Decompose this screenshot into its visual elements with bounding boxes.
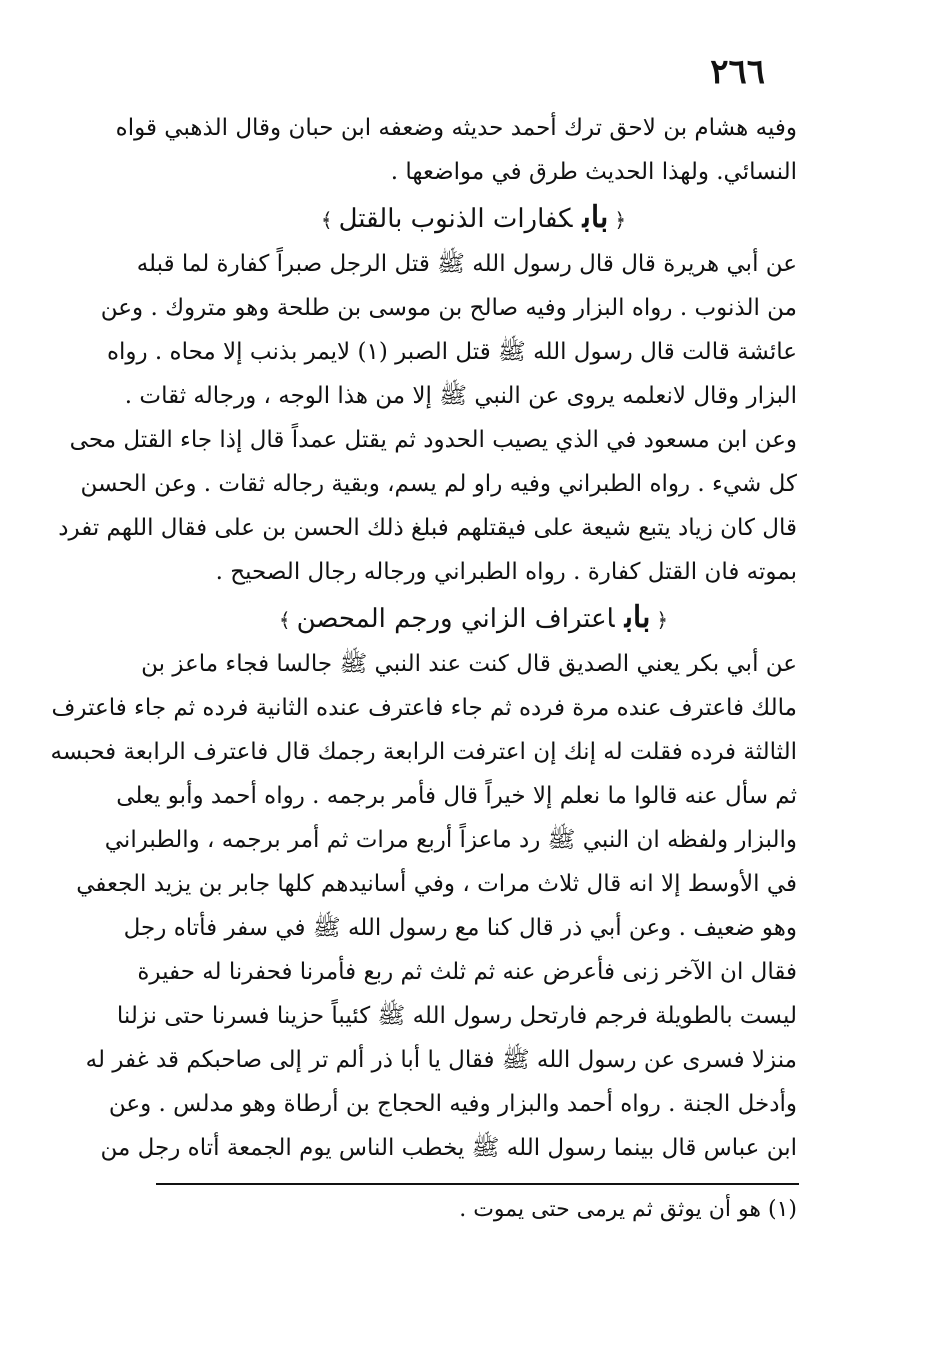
text-line: وهو ضعيف . وعن أبي ذر قال كنا مع رسول الله ﷺ في سفر فأتاه رجل [123,915,797,941]
heading-bab: باب [582,200,609,235]
text-line: ليست بالطويلة فرجم فارتحل رسول الله ﷺ كئيباً حزينا فسرنا حتى نزلنا [116,1003,797,1029]
text-line: من الذنوب . رواه البزار وفيه صالح بن موسى بن طلحة وهو متروك . وعن [100,295,797,321]
text-line: وعن ابن مسعود في الذي يصيب الحدود ثم يقتل عمداً قال إذا جاء القتل محى [69,427,797,453]
text-line: كل شيء . رواه الطبراني وفيه راو لم يسم، وبقية رجاله ثقات . وعن الحسن [80,471,797,497]
text-line: عن أبي هريرة قال قال رسول الله ﷺ قتل الرجل صبراً كفارة لما قبله [136,251,797,277]
section-heading-1 [150,194,797,242]
text-line: مالك فاعترف عنده مرة فرده ثم جاء فاعترف عنده الثانية فرده ثم جاء فاعترف [51,695,797,721]
text-line: منزلا فسرى عن رسول الله ﷺ فقال يا أبا ذر ألم تر إلى صاحبكم قد غفر له [85,1047,797,1073]
text-line: وأدخل الجنة . رواه أحمد والبزار وفيه الحجاج بن أرطاة وهو مدلس . وعن [108,1091,797,1117]
text-line: وفيه هشام بن لاحق ترك أحمد حديثه وضعفه ابن حبان وقال الذهبي قواه [115,115,797,141]
footnote-divider [156,1183,799,1185]
ornament-close: ﴾ [320,208,333,232]
heading-bab: باب [624,600,651,635]
heading-title: اعتراف الزاني ورجم المحصن [296,604,615,634]
text-line: عن أبي بكر يعني الصديق قال كنت عند النبي ﷺ جالسا فجاء ماعز بن [141,651,797,677]
text-line: فقال ان الآخر زنى فأعرض عنه ثم ثلث ثم ربع فأمرنا فحفرنا له حفيرة [137,959,797,985]
ornament-open: ﴿ [656,608,669,632]
text-line: ثم سأل عنه قالوا ما نعلم إلا خيراً قال فأمر برجمه . رواه أحمد وأبو يعلى [116,783,797,809]
text-line: ابن عباس قال بينما رسول الله ﷺ يخطب الناس يوم الجمعة أتاه رجل من [100,1135,797,1161]
text-line: البزار وقال لانعلمه يروى عن النبي ﷺ إلا من هذا الوجه ، ورجاله ثقات . [124,383,797,409]
page-number: ٢٦٦ [710,52,765,92]
heading-title: كفارات الذنوب بالقتل [338,204,573,234]
main-text [50,106,797,1170]
text-line: قال كان زياد يتبع شيعة على فيقتلهم فبلغ ذلك الحسن بن على فقال اللهم تفرد [58,515,797,541]
text-line: عائشة قالت قال رسول الله ﷺ قتل الصبر (١) لايمر بذنب إلا محاه . رواه [106,339,797,365]
text-line: الثالثة فرده فقلت له إنك إن اعترفت الرابعة رجمك قال فاعترف الرابعة فحبسه [50,739,797,765]
footnote: (١) هو أن يوثق ثم يرمى حتى يموت . [459,1197,797,1222]
ornament-open: ﴿ [614,208,627,232]
ornament-close: ﴾ [278,608,291,632]
text-line: في الأوسط إلا انه قال ثلاث مرات ، وفي أسانيدهم كلها جابر بن يزيد الجعفي [76,871,797,897]
section-heading-2 [150,594,797,642]
text-line: بموته فان القتل كفارة . رواه الطبراني ورجاله رجال الصحيح . [215,559,797,585]
text-line: النسائي. ولهذا الحديث طرق في مواضعها . [390,159,797,185]
text-line: والبزار ولفظه ان النبي ﷺ رد ماعزاً أربع مرات ثم أمر برجمه ، والطبراني [104,827,797,853]
